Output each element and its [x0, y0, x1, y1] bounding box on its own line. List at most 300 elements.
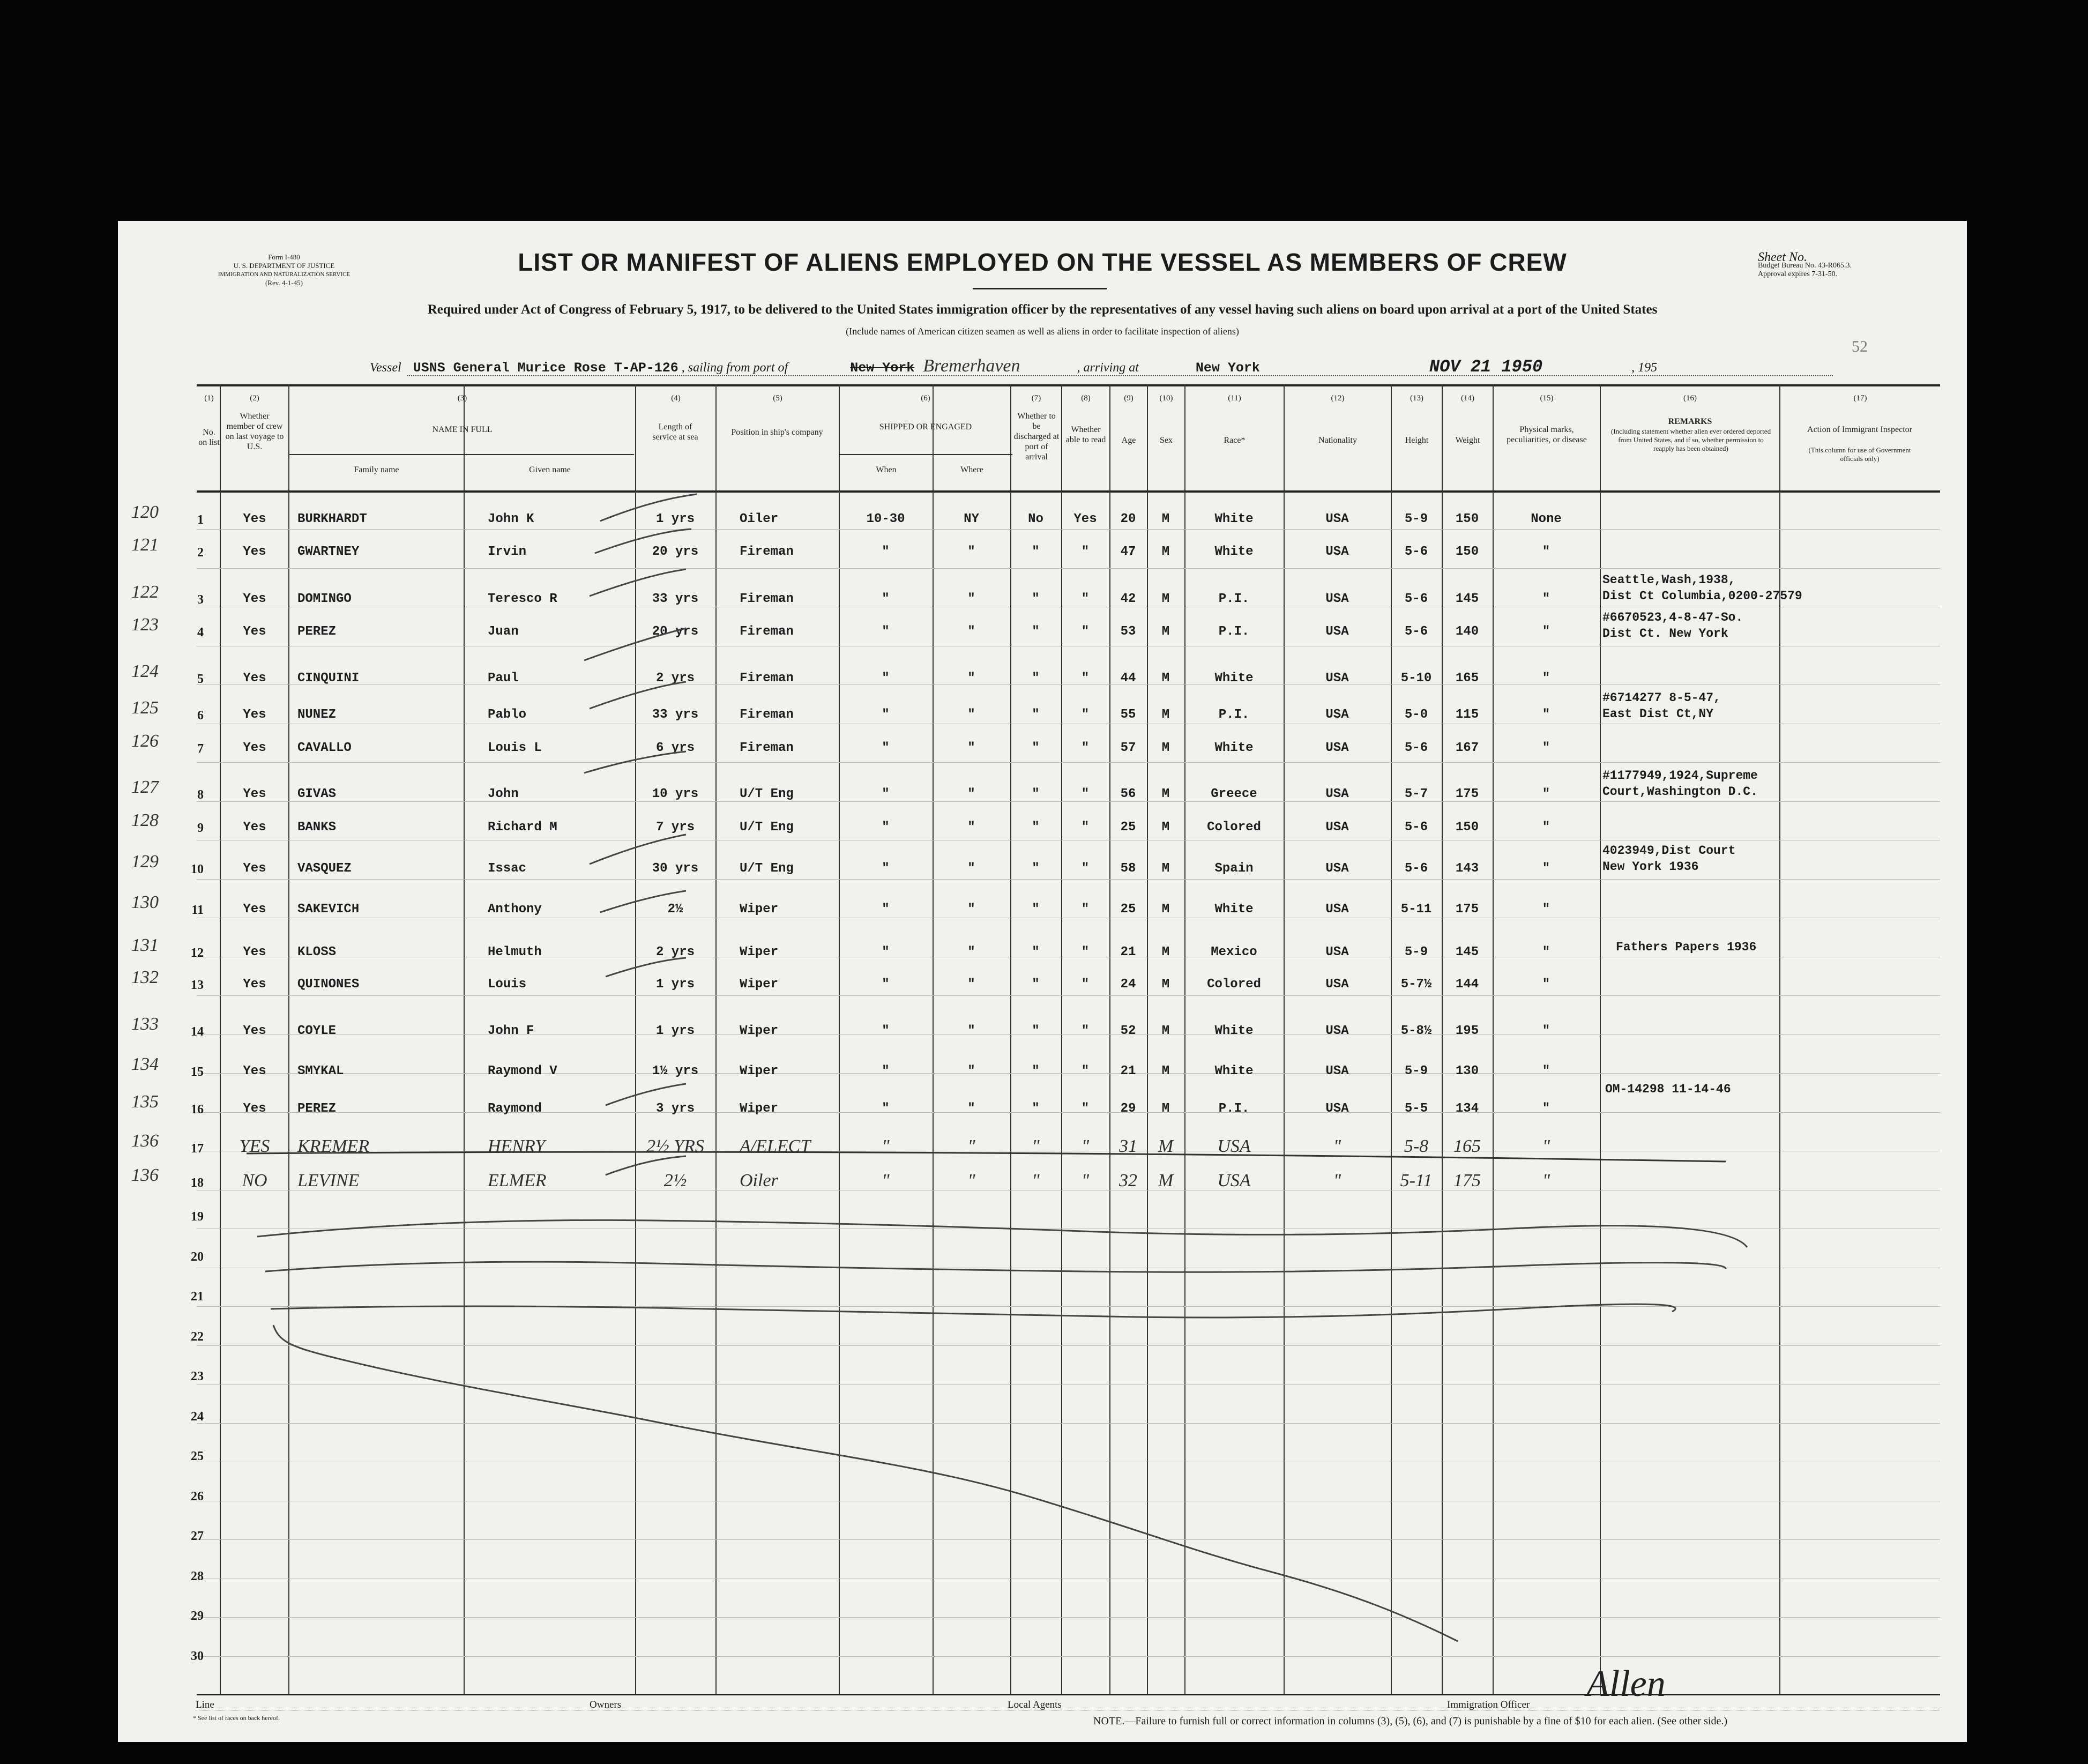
cell-when: ": [882, 545, 890, 559]
cell-height: 5-11: [1400, 1171, 1433, 1190]
footer-agents-label: Local Agents: [1008, 1699, 1062, 1710]
col-16-label: REMARKS: [1668, 417, 1712, 426]
line-number: 6: [197, 709, 204, 723]
cell-nationality: USA: [1325, 512, 1349, 526]
col-14-label: Weight: [1455, 436, 1480, 445]
cell-height: 5-6: [1404, 545, 1428, 559]
cell-crew: YES: [239, 1136, 270, 1156]
cell-crew: Yes: [243, 1024, 266, 1038]
cell-crew: Yes: [243, 512, 266, 526]
col-divider: [1184, 384, 1185, 1694]
cell-where: ": [967, 1136, 975, 1156]
cell-race: Colored: [1207, 820, 1261, 835]
col-2-number: (2): [250, 394, 259, 403]
cell-position: Fireman: [740, 592, 794, 606]
arriving-label: , arriving at: [1077, 361, 1139, 375]
line-number: 8: [197, 788, 204, 802]
row-rule: [197, 1423, 1940, 1424]
cell-discharged: ": [1032, 545, 1040, 559]
cell-height: 5-9: [1404, 1064, 1428, 1078]
cell-read: ": [1081, 708, 1090, 722]
cell-position: Wiper: [740, 902, 779, 917]
cell-nationality: ": [1333, 1136, 1341, 1156]
col-3-given-label: Given name: [529, 465, 571, 474]
cell-weight: 175: [1455, 902, 1479, 917]
cell-given: ELMER: [488, 1171, 547, 1190]
col-divider: [1442, 384, 1443, 1694]
cell-marks: ": [1542, 945, 1550, 959]
col-divider: [715, 384, 717, 1694]
cell-position: Fireman: [740, 545, 794, 559]
cell-when: ": [882, 1064, 890, 1078]
cell-sex: M: [1161, 592, 1170, 606]
cell-race: White: [1214, 1024, 1254, 1038]
cell-service: 1 yrs: [655, 977, 695, 992]
col-6-where-label: Where: [960, 465, 983, 474]
cell-when: ": [882, 1024, 890, 1038]
cell-height: 5-9: [1404, 945, 1428, 959]
cancel-stroke: [590, 835, 686, 864]
blank-line-number: 25: [191, 1449, 204, 1463]
cell-discharged: No: [1028, 512, 1043, 526]
cell-marks: ": [1542, 1171, 1550, 1190]
cell-service: 10 yrs: [652, 787, 699, 801]
cell-service: 2 yrs: [655, 671, 695, 686]
vessel-line: [370, 356, 1657, 377]
col-6-label: SHIPPED OR ENGAGED: [879, 422, 972, 431]
renumbered-line: 125: [131, 698, 159, 718]
renumbered-line: 133: [131, 1014, 159, 1034]
budget-number: Budget Bureau No. 43-R065.3.: [1758, 262, 1852, 270]
cell-service: 2½: [663, 1171, 687, 1190]
cell-age: 47: [1120, 545, 1136, 559]
cell-nationality: USA: [1325, 624, 1349, 639]
cell-where: NY: [964, 512, 979, 526]
cell-discharged: ": [1032, 787, 1040, 801]
col-17-number: (17): [1853, 394, 1867, 403]
cell-race: P.I.: [1218, 1101, 1250, 1116]
renumbered-line: 122: [131, 582, 159, 602]
cell-weight: 145: [1455, 945, 1479, 959]
cell-service: 6 yrs: [655, 741, 695, 755]
col-4-number: (4): [671, 394, 681, 403]
cell-service: 20 yrs: [652, 545, 699, 559]
remark-entry: #6714277 8-5-47, East Dist Ct,NY: [1602, 691, 1721, 721]
service: IMMIGRATION AND NATURALIZATION SERVICE: [218, 271, 351, 278]
cell-family: NUNEZ: [297, 708, 337, 722]
revision: (Rev. 4-1-45): [265, 279, 303, 287]
cell-marks: ": [1542, 1136, 1550, 1156]
row-rule: [197, 1617, 1940, 1618]
cell-sex: M: [1161, 671, 1170, 686]
cell-where: ": [967, 787, 975, 801]
cell-family: CAVALLO: [297, 741, 352, 755]
col-1-number: (1): [204, 394, 214, 403]
cell-sex: M: [1158, 1171, 1174, 1190]
cell-family: GWARTNEY: [297, 545, 360, 559]
cell-discharged: ": [1032, 708, 1040, 722]
col-17-label: Action of Immigrant Inspector: [1807, 425, 1912, 434]
cell-given: Richard M: [488, 820, 557, 835]
cell-family: SAKEVICH: [297, 902, 360, 917]
cell-discharged: ": [1032, 741, 1040, 755]
blank-line-number: 30: [191, 1649, 204, 1663]
col-divider: [1391, 384, 1392, 1694]
cell-discharged: ": [1032, 861, 1040, 876]
col-10-number: (10): [1159, 394, 1173, 403]
cell-crew: Yes: [243, 671, 266, 686]
arrival-date: NOV 21 1950: [1429, 357, 1543, 377]
cell-sex: M: [1161, 787, 1170, 801]
cell-family: KLOSS: [297, 945, 337, 959]
row-rule: [197, 1345, 1940, 1346]
cell-height: 5-6: [1404, 820, 1428, 835]
row-rule: [197, 1306, 1940, 1307]
cell-given: Anthony: [488, 902, 542, 917]
cell-family: VASQUEZ: [297, 861, 352, 876]
line-number: 3: [197, 593, 204, 607]
manifest-sheet: [118, 221, 1967, 1742]
cell-position: Wiper: [740, 1101, 779, 1116]
cell-crew: Yes: [243, 820, 266, 835]
cell-marks: ": [1542, 671, 1550, 686]
sheet-label: Sheet No.: [1758, 250, 1807, 264]
col-3-label: NAME IN FULL: [432, 425, 493, 434]
col-15-number: (15): [1540, 394, 1554, 403]
cell-nationality: USA: [1325, 820, 1349, 835]
cell-marks: ": [1542, 902, 1550, 917]
cell-height: 5-11: [1400, 902, 1432, 917]
cell-family: LEVINE: [297, 1171, 360, 1190]
line-number: 10: [191, 862, 204, 876]
cell-read: ": [1081, 902, 1090, 917]
col-16-note: (Including statement whether alien ever ordered deported from United States, and if so, whether permission to reapply has been obtained): [1610, 427, 1771, 452]
cell-service: 30 yrs: [652, 861, 699, 876]
cell-position: Oiler: [740, 512, 779, 526]
cell-weight: 150: [1455, 820, 1479, 835]
cell-race: White: [1214, 1064, 1254, 1078]
cell-discharged: ": [1032, 977, 1040, 992]
cell-age: 55: [1120, 708, 1136, 722]
cell-nationality: USA: [1325, 945, 1349, 959]
cell-marks: ": [1542, 545, 1550, 559]
cell-when: ": [882, 741, 890, 755]
cell-read: ": [1081, 1064, 1090, 1078]
cell-where: ": [967, 945, 975, 959]
cell-weight: 175: [1455, 787, 1479, 801]
cell-crew: NO: [242, 1171, 267, 1190]
cell-nationality: USA: [1325, 977, 1349, 992]
cell-service: 7 yrs: [655, 820, 695, 835]
col-13-number: (13): [1410, 394, 1423, 403]
cell-position: U/T Eng: [740, 787, 794, 801]
cell-given: Issac: [488, 861, 527, 876]
cell-service: 2½: [667, 902, 683, 917]
cell-age: 21: [1120, 1064, 1136, 1078]
cell-given: Irvin: [488, 545, 527, 559]
cell-weight: 115: [1455, 708, 1479, 722]
cell-crew: Yes: [243, 624, 266, 639]
cell-family: PEREZ: [297, 1101, 337, 1116]
cell-position: Oiler: [740, 1171, 778, 1190]
cell-race: USA: [1217, 1136, 1251, 1156]
col-9-number: (9): [1124, 394, 1134, 403]
cell-marks: ": [1542, 820, 1550, 835]
line-number: 17: [191, 1142, 204, 1156]
cell-position: Fireman: [740, 741, 794, 755]
col-3-number: (3): [457, 394, 467, 403]
cell-discharged: ": [1032, 1064, 1040, 1078]
cell-given: Teresco R: [488, 592, 557, 606]
cell-height: 5-6: [1404, 741, 1428, 755]
cell-discharged: ": [1032, 1171, 1040, 1190]
cell-height: 5-7½: [1400, 977, 1432, 992]
cell-nationality: USA: [1325, 1101, 1349, 1116]
cell-race: White: [1214, 741, 1254, 755]
cell-given: John: [488, 787, 519, 801]
cell-sex: M: [1161, 820, 1170, 835]
cell-read: ": [1081, 787, 1090, 801]
cell-given: Juan: [488, 624, 519, 639]
cell-family: KREMER: [297, 1136, 370, 1156]
cell-service: 3 yrs: [655, 1101, 695, 1116]
col-6-number: (6): [921, 394, 930, 403]
remark-entry: OM-14298 11-14-46: [1605, 1082, 1731, 1096]
approval-expiry: Approval expires 7-31-50.: [1758, 270, 1838, 278]
cell-position: Wiper: [740, 977, 779, 992]
cell-family: QUINONES: [297, 977, 360, 992]
form-number: Form I-480: [268, 253, 300, 261]
race-footnote: * See list of races on back hereof.: [193, 1714, 280, 1722]
remark-entry: Fathers Papers 1936: [1616, 940, 1757, 954]
col-7-label: Whether to be discharged at port of arrival: [1013, 412, 1060, 462]
cell-sex: M: [1161, 1101, 1170, 1116]
col-1-label: No. on list: [198, 428, 220, 447]
line-number: 12: [191, 946, 204, 960]
cell-discharged: ": [1032, 1136, 1040, 1156]
cell-sex: M: [1158, 1136, 1174, 1156]
line-number: 4: [197, 626, 204, 639]
cell-where: ": [967, 1024, 975, 1038]
cell-position: Fireman: [740, 671, 794, 686]
cell-age: 52: [1120, 1024, 1136, 1038]
cell-family: BURKHARDT: [297, 512, 367, 526]
cell-crew: Yes: [243, 1101, 266, 1116]
blank-line-number: 19: [191, 1210, 204, 1224]
col-15-label: Physical marks, peculiarities, or disease: [1507, 425, 1587, 444]
cell-read: ": [1081, 861, 1090, 876]
cell-position: U/T Eng: [740, 861, 794, 876]
row-rule: [197, 568, 1940, 569]
cell-height: 5-8: [1404, 1136, 1429, 1156]
col-6-when-label: When: [876, 465, 897, 474]
cell-crew: Yes: [243, 708, 266, 722]
cell-sex: M: [1161, 512, 1170, 526]
cell-where: ": [967, 671, 975, 686]
blank-line-cancel: [273, 1325, 1458, 1641]
renumbered-line: 127: [131, 777, 159, 797]
renumbered-line: 136: [131, 1131, 159, 1151]
blank-line-number: 24: [191, 1409, 204, 1424]
cell-when: ": [882, 1136, 890, 1156]
cell-sex: M: [1161, 708, 1170, 722]
include-statement: (Include names of American citizen seamen as well as aliens in order to facilitate inspection of aliens): [846, 326, 1239, 337]
cell-sex: M: [1161, 1064, 1170, 1078]
col-divider: [1109, 384, 1110, 1694]
cell-read: ": [1081, 1136, 1090, 1156]
col-divider: [1147, 384, 1148, 1694]
cell-when: ": [882, 1101, 890, 1116]
cell-sex: M: [1161, 902, 1170, 917]
cell-crew: Yes: [243, 1064, 266, 1078]
cell-weight: 140: [1455, 624, 1479, 639]
renumbered-line: 121: [131, 535, 159, 555]
cell-nationality: USA: [1325, 1064, 1349, 1078]
col-11-number: (11): [1228, 394, 1241, 403]
cell-where: ": [967, 545, 975, 559]
cell-crew: Yes: [243, 977, 266, 992]
col-14-number: (14): [1461, 394, 1474, 403]
cell-weight: 144: [1455, 977, 1479, 992]
cell-family: PEREZ: [297, 624, 337, 639]
col-4-label: Length of service at sea: [652, 422, 698, 442]
col-divider: [1600, 384, 1601, 1694]
blank-line-cancel: [257, 1220, 1747, 1247]
renumbered-line: 126: [131, 731, 159, 751]
cell-age: 31: [1119, 1136, 1137, 1156]
cell-age: 56: [1120, 787, 1136, 801]
blank-line-number: 22: [191, 1329, 204, 1344]
cell-where: ": [967, 592, 975, 606]
cell-weight: 145: [1455, 592, 1479, 606]
cell-race: P.I.: [1218, 708, 1250, 722]
cancel-stroke: [590, 682, 686, 709]
cell-discharged: ": [1032, 624, 1040, 639]
cell-given: Paul: [488, 671, 519, 686]
cell-family: SMYKAL: [297, 1064, 344, 1078]
sheet-info: [1758, 250, 1852, 279]
line-number: 2: [197, 546, 204, 560]
cell-marks: ": [1542, 787, 1550, 801]
cell-height: 5-6: [1404, 592, 1428, 606]
renumbered-line: 135: [131, 1092, 159, 1112]
cell-age: 21: [1120, 945, 1136, 959]
col-12-number: (12): [1331, 394, 1345, 403]
cell-marks: ": [1542, 977, 1550, 992]
table-bottom-rule: [197, 1694, 1940, 1695]
row-rule: [197, 995, 1940, 996]
row-rule: [197, 1384, 1940, 1385]
cell-family: CINQUINI: [297, 671, 360, 686]
cell-weight: 165: [1453, 1136, 1481, 1156]
cell-crew: Yes: [243, 902, 266, 917]
col-divider: [839, 384, 840, 1694]
cell-race: White: [1214, 671, 1254, 686]
cell-age: 25: [1120, 820, 1136, 835]
line-number: 15: [191, 1065, 204, 1079]
cell-nationality: USA: [1325, 671, 1349, 686]
cell-sex: M: [1161, 624, 1170, 639]
cell-family: GIVAS: [297, 787, 337, 801]
col-12-label: Nationality: [1318, 436, 1357, 445]
col-17-note: (This column for use of Government officials only): [1808, 446, 1911, 463]
title-underline: [973, 288, 1107, 289]
cell-race: Greece: [1211, 787, 1257, 801]
cell-height: 5-0: [1404, 708, 1428, 722]
cell-discharged: ": [1032, 1024, 1040, 1038]
cell-weight: 134: [1455, 1101, 1479, 1116]
renumbered-line: 123: [131, 615, 159, 635]
cell-position: Wiper: [740, 1024, 779, 1038]
blank-line-number: 28: [191, 1569, 204, 1583]
cell-where: ": [967, 741, 975, 755]
department: U. S. DEPARTMENT OF JUSTICE: [233, 262, 335, 270]
cell-sex: M: [1161, 977, 1170, 992]
cell-where: ": [967, 708, 975, 722]
cell-when: ": [882, 671, 890, 686]
cell-crew: Yes: [243, 787, 266, 801]
col-2-label: Whether member of crew on last voyage to U.S.: [225, 412, 284, 451]
cell-read: ": [1081, 820, 1090, 835]
remark-entry: #1177949,1924,Supreme Court,Washington D.C.: [1602, 769, 1758, 799]
col-10-label: Sex: [1160, 436, 1173, 445]
renumbered-line: 124: [131, 661, 159, 681]
cell-read: ": [1081, 545, 1090, 559]
cell-marks: ": [1542, 708, 1550, 722]
vessel-underline: [407, 375, 1833, 376]
line-number: 11: [191, 903, 204, 917]
cell-when: ": [882, 624, 890, 639]
cell-marks: ": [1542, 1024, 1550, 1038]
col-divider: [1493, 384, 1494, 1694]
blank-line-number: 29: [191, 1609, 204, 1623]
cell-where: ": [967, 977, 975, 992]
name-subheader-rule: [288, 454, 634, 455]
port-struck: New York: [850, 360, 915, 376]
line-number: 18: [191, 1176, 204, 1190]
renumbered-line: 136: [131, 1165, 159, 1185]
cell-race: White: [1214, 902, 1254, 917]
cell-height: 5-9: [1404, 512, 1428, 526]
cell-height: 5-7: [1404, 787, 1428, 801]
col-divider: [635, 384, 636, 1694]
cell-discharged: ": [1032, 902, 1040, 917]
cell-weight: 165: [1455, 671, 1479, 686]
cell-marks: ": [1542, 592, 1550, 606]
col-11-label: Race*: [1224, 436, 1246, 445]
cell-age: 29: [1120, 1101, 1136, 1116]
cell-given: Louis: [488, 977, 527, 992]
cell-age: 32: [1119, 1171, 1137, 1190]
cell-where: ": [967, 1171, 975, 1190]
cell-height: 5-6: [1404, 624, 1428, 639]
row-rule: [197, 879, 1940, 880]
cell-where: ": [967, 1064, 975, 1078]
page-number: 52: [1852, 338, 1868, 355]
blank-line-number: 23: [191, 1369, 204, 1383]
cell-family: DOMINGO: [297, 592, 352, 606]
table-header-rule: [197, 490, 1940, 493]
cell-race: P.I.: [1218, 624, 1250, 639]
cell-sex: M: [1161, 1024, 1170, 1038]
col-divider: [1010, 384, 1011, 1694]
col-divider: [288, 384, 289, 1694]
cell-family: BANKS: [297, 820, 337, 835]
vessel-label: Vessel: [370, 361, 401, 375]
cell-when: ": [882, 945, 890, 959]
cell-nationality: USA: [1325, 861, 1349, 876]
cell-given: HENRY: [488, 1136, 546, 1156]
